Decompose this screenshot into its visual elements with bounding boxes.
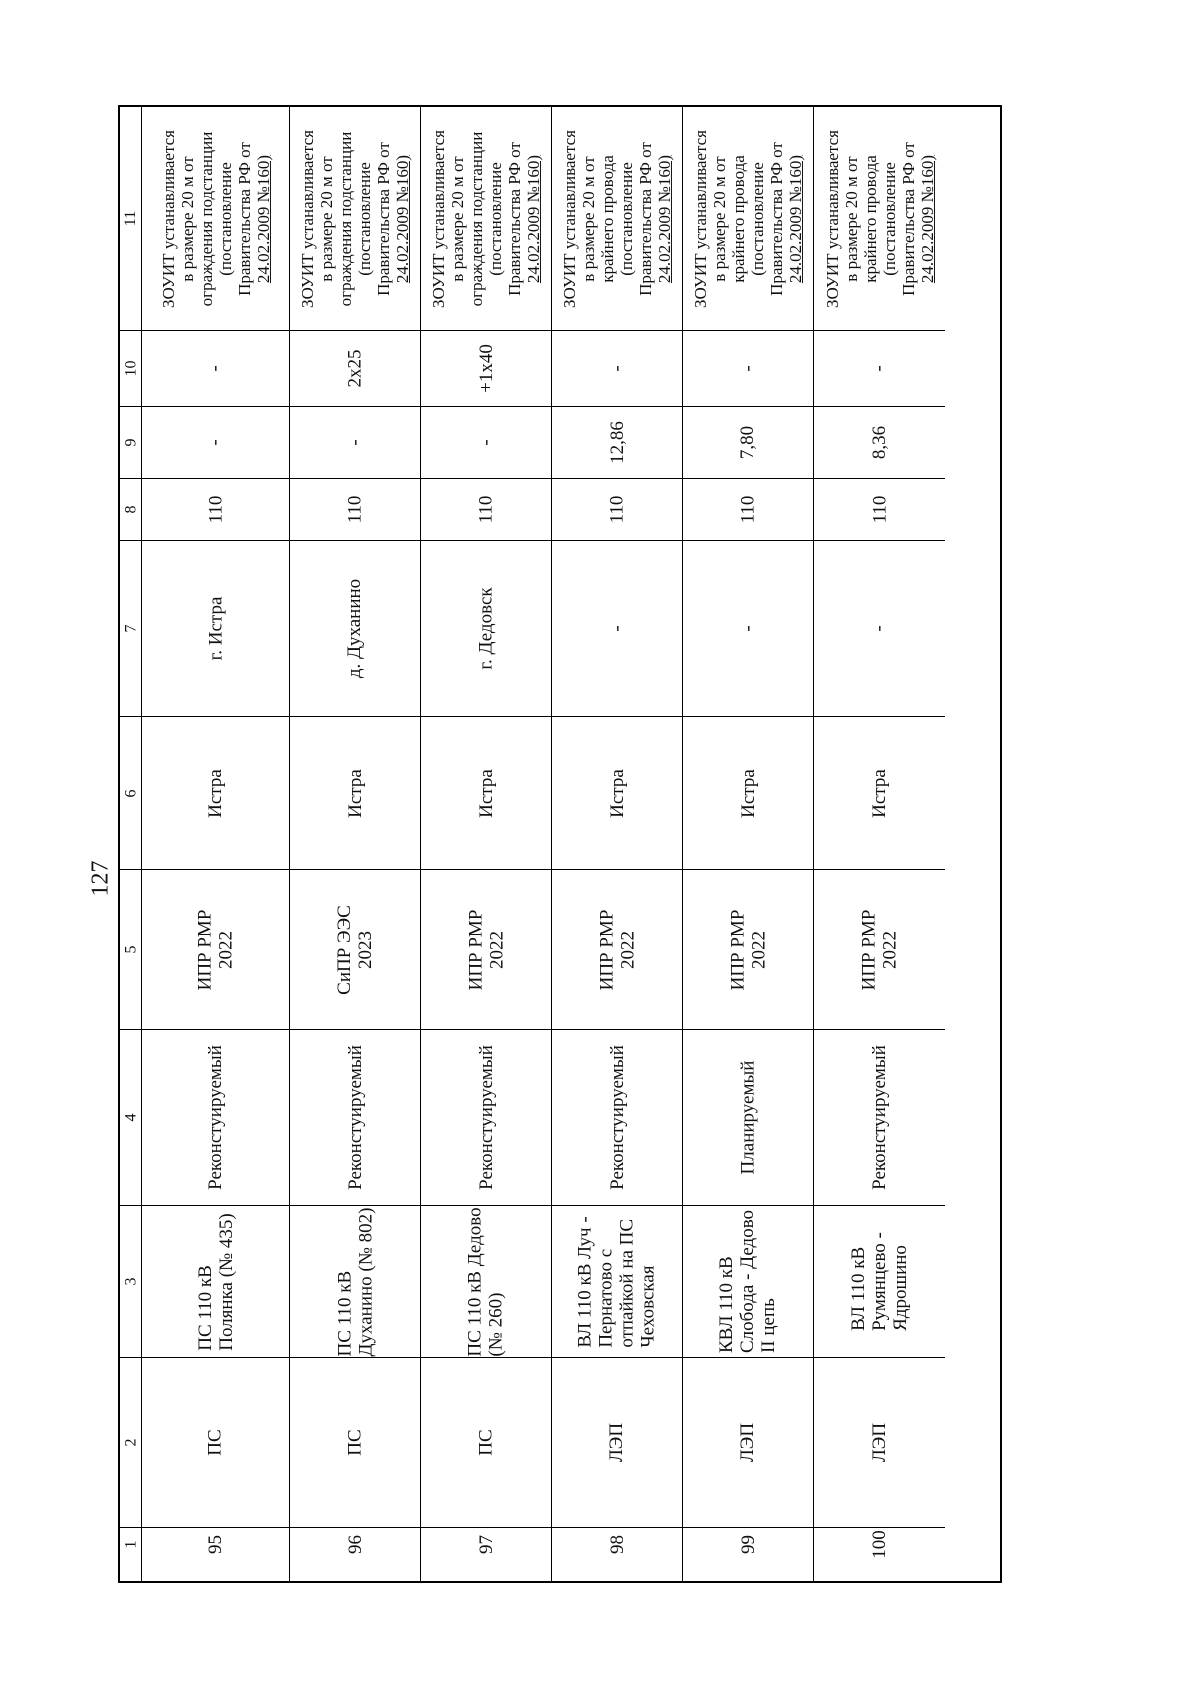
cell-line: (постановление — [617, 161, 636, 276]
cell-text-c4: Реконстуируемый — [204, 1045, 226, 1190]
cell-text-c1: 99 — [737, 1535, 759, 1554]
table-cell — [421, 717, 551, 870]
table-cell — [683, 479, 813, 541]
cell-text-c3 — [575, 1216, 659, 1347]
cell-line: ограждения подстанции — [336, 131, 355, 306]
cell-text-c10: - — [737, 365, 759, 372]
table-cell — [290, 479, 420, 541]
cell-line: в размере 20 м от — [177, 155, 197, 282]
cell-text-c9: 8,36 — [869, 425, 890, 460]
cell-line: (№ 260) — [486, 1292, 508, 1357]
table-cell — [142, 541, 289, 717]
cell-line: ИПР РМР — [858, 909, 880, 990]
cell-text-c5 — [858, 909, 900, 990]
cell-line: ИПР РМР — [464, 909, 486, 990]
table-cell — [683, 1528, 813, 1561]
table-cell — [814, 331, 945, 407]
table-cell — [142, 1206, 289, 1358]
cell-line: ВЛ 110 кВ — [848, 1246, 869, 1331]
cell-line: ограждения подстанции — [467, 131, 486, 306]
cell-text-c10: - — [606, 365, 628, 372]
cell-text-c5 — [334, 905, 376, 995]
cell-line: 2022 — [747, 930, 769, 969]
cell-text-c7: г. Истра — [205, 596, 226, 661]
cell-text-c10: - — [868, 365, 890, 372]
table-cell — [421, 407, 551, 479]
header-cell — [120, 479, 141, 541]
table-cell — [814, 1030, 945, 1206]
cell-line: крайнего провода — [860, 154, 880, 283]
cell-text-c8: 110 — [868, 495, 890, 524]
cell-text-c3 — [195, 1213, 237, 1351]
table-cell — [552, 1206, 682, 1358]
cell-text-c1: 98 — [606, 1535, 628, 1554]
cell-line: в размере 20 м от — [448, 155, 467, 282]
cell-line: ЗОУИТ устанавливается — [822, 129, 842, 308]
cell-line: ЗОУИТ устанавливается — [691, 129, 710, 308]
header-cell — [120, 1030, 141, 1206]
cell-text-c5 — [194, 909, 236, 990]
cell-text-c11 — [298, 130, 412, 308]
cell-line: в размере 20 м от — [317, 155, 336, 282]
cell-line: в размере 20 м от — [710, 155, 729, 282]
table-row — [683, 107, 814, 1581]
cell-text-c6: Истра — [606, 768, 628, 818]
table-cell — [142, 870, 289, 1030]
table-cell — [552, 541, 682, 717]
cell-line: Пернатово с — [596, 1248, 617, 1348]
header-label: 1 — [122, 1540, 139, 1549]
cell-text-c1: 97 — [475, 1535, 497, 1554]
table-cell — [552, 870, 682, 1030]
cell-line: 2022 — [616, 930, 638, 969]
table-cell — [814, 1528, 945, 1561]
cell-line: ИПР РМР — [595, 909, 617, 990]
cell-text-c6: Истра — [869, 768, 890, 818]
header-cell — [120, 717, 141, 870]
table-cell — [683, 541, 813, 717]
table-cell — [421, 1528, 551, 1561]
table-cell — [290, 1030, 420, 1206]
table-cell — [552, 479, 682, 541]
cell-text-c9: 12,86 — [606, 421, 628, 464]
table-cell — [142, 1358, 289, 1528]
table-row — [421, 107, 552, 1581]
table-cell — [290, 1358, 420, 1528]
cell-text-c9: - — [475, 439, 497, 446]
table-row — [290, 107, 421, 1581]
table-row — [552, 107, 683, 1581]
table-cell — [421, 331, 551, 407]
cell-line: ПС 110 кВ Дедово — [465, 1206, 487, 1357]
table-cell — [683, 1358, 813, 1528]
cell-text-c2: ПС — [205, 1429, 226, 1456]
cell-line: СиПР ЭЭС — [333, 904, 355, 995]
cell-text-c11 — [159, 130, 273, 308]
cell-text-c6: Истра — [737, 768, 759, 818]
cell-text-c1: 100 — [869, 1530, 890, 1559]
table-cell — [421, 1358, 551, 1528]
header-label: 4 — [122, 1113, 139, 1122]
table-cell — [142, 717, 289, 870]
cell-text-c6: Истра — [344, 768, 366, 818]
header-cell — [120, 107, 141, 331]
header-cell — [120, 1528, 141, 1561]
cell-text-c11 — [429, 130, 543, 308]
cell-text-c8: 110 — [344, 495, 366, 524]
cell-text-c3 — [717, 1210, 780, 1353]
cell-text-c7: - — [868, 625, 890, 632]
header-label: 10 — [122, 360, 139, 377]
table-cell — [290, 107, 420, 331]
cell-text-c4: Реконстуируемый — [869, 1045, 891, 1190]
cell-text-c3 — [334, 1207, 376, 1356]
table-cell — [421, 1030, 551, 1206]
cell-text-c4: Реконстуируемый — [344, 1045, 366, 1190]
table-cell — [290, 717, 420, 870]
cell-line: отпайкой на ПС — [617, 1218, 638, 1348]
header-cell — [120, 1206, 141, 1358]
cell-line: 24.02.2009 №160) — [393, 154, 412, 283]
table-row — [814, 107, 945, 1581]
table-cell — [421, 1206, 551, 1358]
page-number — [88, 848, 114, 908]
table-cell — [421, 107, 551, 331]
table-cell — [683, 870, 813, 1030]
header-label: 9 — [122, 438, 139, 447]
cell-text-c7: д. Духанино — [344, 578, 366, 679]
table-cell — [683, 107, 813, 331]
table-cell — [142, 331, 289, 407]
cell-line: в размере 20 м от — [579, 155, 598, 282]
table-cell — [290, 1528, 420, 1561]
cell-text-c8: 110 — [475, 495, 497, 524]
table-cell — [552, 407, 682, 479]
table-cell — [814, 1206, 945, 1358]
table-cell — [290, 407, 420, 479]
cell-text-c7: - — [606, 625, 628, 632]
table-cell — [142, 107, 289, 331]
table-cell — [142, 479, 289, 541]
cell-line: Духанино (№ 802) — [355, 1207, 376, 1356]
cell-line: (постановление — [215, 161, 235, 276]
cell-line: (постановление — [355, 161, 374, 276]
cell-line: Ядрошино — [890, 1245, 911, 1331]
cell-text-c5 — [465, 909, 507, 990]
page-number-text: 127 — [87, 860, 114, 896]
header-label: 3 — [122, 1277, 139, 1286]
header-label: 7 — [122, 624, 139, 633]
cell-line: ВЛ 110 кВ Луч - — [575, 1215, 596, 1348]
table-cell — [552, 1528, 682, 1561]
cell-line: 24.02.2009 №160) — [524, 154, 543, 283]
cell-line: Правительства РФ от — [505, 141, 524, 296]
cell-line: ЗОУИТ устанавливается — [158, 129, 178, 308]
cell-line: ПС 110 кВ — [194, 1264, 216, 1351]
header-cell — [120, 407, 141, 479]
cell-line: крайнего провода — [598, 154, 617, 283]
header-cell — [120, 331, 141, 407]
cell-text-c3 — [848, 1232, 911, 1331]
cell-line: ограждения подстанции — [196, 131, 216, 306]
header-cell — [120, 1358, 141, 1528]
header-label: 8 — [122, 505, 139, 514]
header-label: 6 — [122, 789, 139, 797]
table-cell — [421, 870, 551, 1030]
cell-line: Правительства РФ от — [636, 141, 655, 296]
cell-line: ИПР РМР — [726, 909, 748, 990]
header-band — [120, 107, 142, 1581]
table-cell — [814, 717, 945, 870]
cell-text-c11 — [560, 130, 674, 308]
table-cell — [290, 870, 420, 1030]
cell-line: ЗОУИТ устанавливается — [429, 129, 448, 308]
data-table — [118, 105, 1002, 1583]
table-cell — [142, 1528, 289, 1561]
table-cell — [142, 407, 289, 479]
header-label: 11 — [122, 210, 139, 227]
cell-text-c4: Планируемый — [737, 1060, 759, 1175]
cell-line: Румянцево - — [869, 1232, 890, 1331]
cell-line: (постановление — [486, 161, 505, 276]
table-cell — [552, 331, 682, 407]
cell-line: крайнего провода — [729, 154, 748, 283]
cell-line: 2022 — [879, 930, 901, 969]
cell-line: Правительства РФ от — [234, 141, 254, 296]
cell-line: КВЛ 110 кВ — [716, 1256, 738, 1354]
cell-line: 24.02.2009 №160) — [917, 154, 937, 283]
cell-text-c10: +1x40 — [475, 344, 497, 393]
cell-text-c2: ПС — [344, 1429, 366, 1456]
cell-text-c4: Реконстуируемый — [475, 1045, 497, 1190]
table-cell — [814, 407, 945, 479]
cell-line: Чеховская — [638, 1264, 659, 1348]
cell-line: (постановление — [879, 161, 899, 276]
cell-line: (постановление — [748, 161, 767, 276]
cell-text-c7: - — [737, 625, 759, 632]
cell-text-c11 — [691, 130, 805, 308]
cell-line: Полянка (№ 435) — [215, 1212, 237, 1351]
cell-line: 24.02.2009 №160) — [786, 154, 805, 283]
cell-line: 2022 — [485, 930, 507, 969]
table-cell — [421, 479, 551, 541]
table-cell — [814, 1358, 945, 1528]
table-cell — [683, 407, 813, 479]
cell-text-c1: 95 — [205, 1535, 226, 1554]
cell-line: 24.02.2009 №160) — [253, 154, 273, 283]
cell-text-c5 — [727, 909, 769, 990]
cell-text-c5 — [596, 909, 638, 990]
cell-text-c1: 96 — [344, 1535, 366, 1554]
cell-line: ЗОУИТ устанавливается — [298, 129, 317, 308]
header-cell — [120, 870, 141, 1030]
table-cell — [290, 541, 420, 717]
cell-text-c6: Истра — [205, 768, 226, 818]
cell-text-c2: ЛЭП — [869, 1422, 890, 1463]
cell-line: 2022 — [215, 930, 237, 969]
table-cell — [683, 1206, 813, 1358]
table-cell — [552, 1030, 682, 1206]
cell-text-c8: 110 — [606, 495, 628, 524]
cell-line: ПС 110 кВ — [334, 1270, 355, 1356]
cell-line: Правительства РФ от — [898, 141, 918, 296]
table-cell — [683, 331, 813, 407]
cell-text-c8: 110 — [204, 495, 226, 524]
cell-line: Правительства РФ от — [374, 141, 393, 296]
table-cell — [552, 1358, 682, 1528]
cell-text-c4: Реконстуируемый — [606, 1045, 628, 1190]
cell-line: Правительства РФ от — [767, 141, 786, 296]
table-cell — [814, 870, 945, 1030]
cell-text-c9: - — [344, 439, 366, 446]
cell-text-c8: 110 — [737, 495, 759, 524]
cell-text-c9: - — [204, 439, 226, 446]
header-label: 2 — [122, 1438, 139, 1447]
table-cell — [552, 107, 682, 331]
cell-text-c10: 2x25 — [344, 349, 366, 388]
cell-text-c2: ЛЭП — [737, 1422, 759, 1463]
cell-line: 24.02.2009 №160) — [655, 154, 674, 283]
table-cell — [683, 717, 813, 870]
cell-text-c2: ЛЭП — [606, 1422, 628, 1463]
cell-text-c11 — [823, 130, 937, 308]
table-row — [142, 107, 290, 1581]
cell-text-c7: г. Дедовск — [475, 587, 497, 670]
table-cell — [814, 479, 945, 541]
table-cell — [421, 541, 551, 717]
cell-line: ИПР РМР — [194, 909, 216, 990]
cell-line: II цепь — [758, 1298, 780, 1354]
cell-line: 2023 — [354, 930, 376, 969]
cell-text-c2: ПС — [475, 1429, 497, 1456]
cell-line: ЗОУИТ устанавливается — [560, 129, 579, 308]
cell-line: в размере 20 м от — [841, 155, 861, 282]
table-cell — [683, 1030, 813, 1206]
table-cell — [290, 331, 420, 407]
cell-text-c9: 7,80 — [737, 425, 759, 460]
table-cell — [142, 1030, 289, 1206]
table-cell — [290, 1206, 420, 1358]
table-cell — [552, 717, 682, 870]
cell-line: Слобода - Дедово — [737, 1209, 759, 1354]
table-cell — [814, 107, 945, 331]
cell-text-c3 — [465, 1207, 507, 1356]
table-cell — [814, 541, 945, 717]
cell-text-c6: Истра — [475, 768, 497, 818]
header-cell — [120, 541, 141, 717]
cell-text-c10: - — [204, 365, 226, 372]
header-label: 5 — [122, 945, 139, 954]
